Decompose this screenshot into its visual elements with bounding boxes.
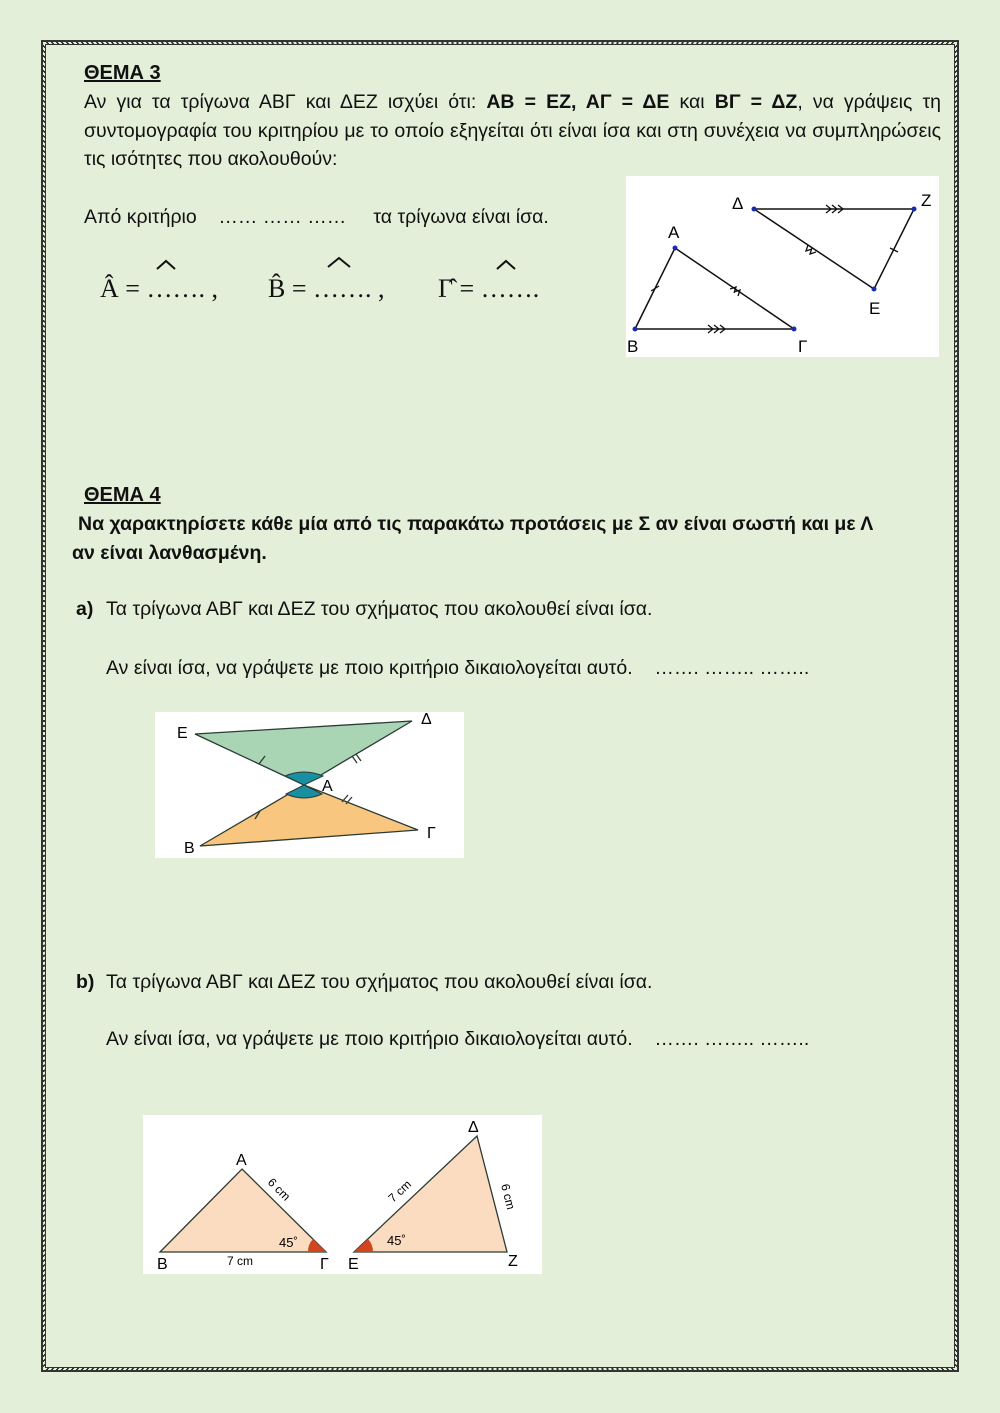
fig-b-side-DZ: 6 cm — [498, 1182, 518, 1211]
fig-b-side-AG: 6 cm — [264, 1175, 294, 1204]
criterion-blanks[interactable]: …… …… …… — [218, 206, 347, 228]
item-a-blanks[interactable]: ……. …….. …….. — [654, 657, 810, 679]
angle-B-equality[interactable]: B̂ = ……. , — [268, 274, 385, 303]
theme3-intro: Αν για τα τρίγωνα ΑΒΓ και ΔΕΖ ισχύει ότι: ΑΒ = ΕΖ, ΑΓ = ΔΕ και ΒΓ = ΔΖ, να γράψεις τη συντομογραφία του κριτηρίου με το οποίο εξηγείται ότι είναι ίσα και στη συνέχεια να συμπληρώσεις τις ισότητες που ακολουθούν: — [84, 91, 942, 170]
fig3-label-D: Δ — [732, 194, 744, 213]
fig3-label-A: A — [668, 223, 680, 242]
fig-b-side-DE: 7 cm — [385, 1177, 415, 1206]
item-b-marker: b) — [76, 971, 95, 993]
theme4-instruction-line1: Να χαρακτηρίσετε κάθε μία από τις παρακάτω προτάσεις με Σ αν είναι σωστή και με Λ — [78, 513, 874, 535]
fig-a-label-A: A — [322, 778, 333, 795]
item-b-statement: Τα τρίγωνα ΑΒΓ και ΔΕΖ του σχήματος που ακολουθεί είναι ίσα. — [106, 971, 653, 993]
theme4-instruction-line2: αν είναι λανθασμένη. — [72, 542, 267, 564]
theme4-figure-a — [155, 712, 464, 858]
angle-G-equality[interactable]: Γ̂ = ……. — [438, 274, 540, 303]
fig-b-label-A: A — [236, 1152, 247, 1169]
item-a-statement: Τα τρίγωνα ΑΒΓ και ΔΕΖ του σχήματος που ακολουθεί είναι ίσα. — [106, 598, 653, 620]
fig-b-label-Z: Z — [508, 1253, 518, 1270]
fig-b-label-D: Δ — [468, 1119, 479, 1136]
angle-A-equality[interactable]: Â = ……. , — [100, 274, 218, 303]
fig-a-label-E: E — [177, 725, 188, 742]
fig3-label-G: Γ — [798, 337, 808, 356]
fig-b-label-B: B — [157, 1256, 168, 1273]
criterion-line: Από κριτήριο …… …… …… τα τρίγωνα είναι ίσα. — [84, 206, 549, 228]
fig3-label-B: B — [627, 337, 639, 356]
fig-b-label-G: Γ — [320, 1256, 329, 1273]
fig3-label-Z: Z — [921, 191, 932, 210]
fig-a-label-D: Δ — [421, 712, 432, 728]
theme3-heading: ΘΕΜΑ 3 — [84, 62, 161, 84]
item-a-question: Αν είναι ίσα, να γράψετε με ποιο κριτήριο δικαιολογείται αυτό. ……. …….. …….. — [106, 657, 810, 679]
item-b-question: Αν είναι ίσα, να γράψετε με ποιο κριτήριο δικαιολογείται αυτό. ……. …….. …….. — [106, 1028, 810, 1050]
fig-b-side-BG: 7 cm — [227, 1254, 254, 1268]
theme3-figure — [626, 176, 939, 357]
fig-a-label-G: Γ — [427, 825, 436, 842]
theme4-figure-b — [143, 1115, 542, 1274]
fig-b-angle-E: 45˚ — [387, 1233, 406, 1248]
fig-b-angle-G: 45˚ — [279, 1235, 298, 1250]
theme4-heading: ΘΕΜΑ 4 — [84, 484, 161, 506]
fig-a-label-B: B — [184, 840, 195, 857]
item-b-blanks[interactable]: ……. …….. …….. — [654, 1028, 810, 1050]
fig3-label-E: E — [869, 299, 881, 318]
fig-b-label-E: E — [348, 1256, 359, 1273]
item-a-marker: a) — [76, 598, 94, 620]
